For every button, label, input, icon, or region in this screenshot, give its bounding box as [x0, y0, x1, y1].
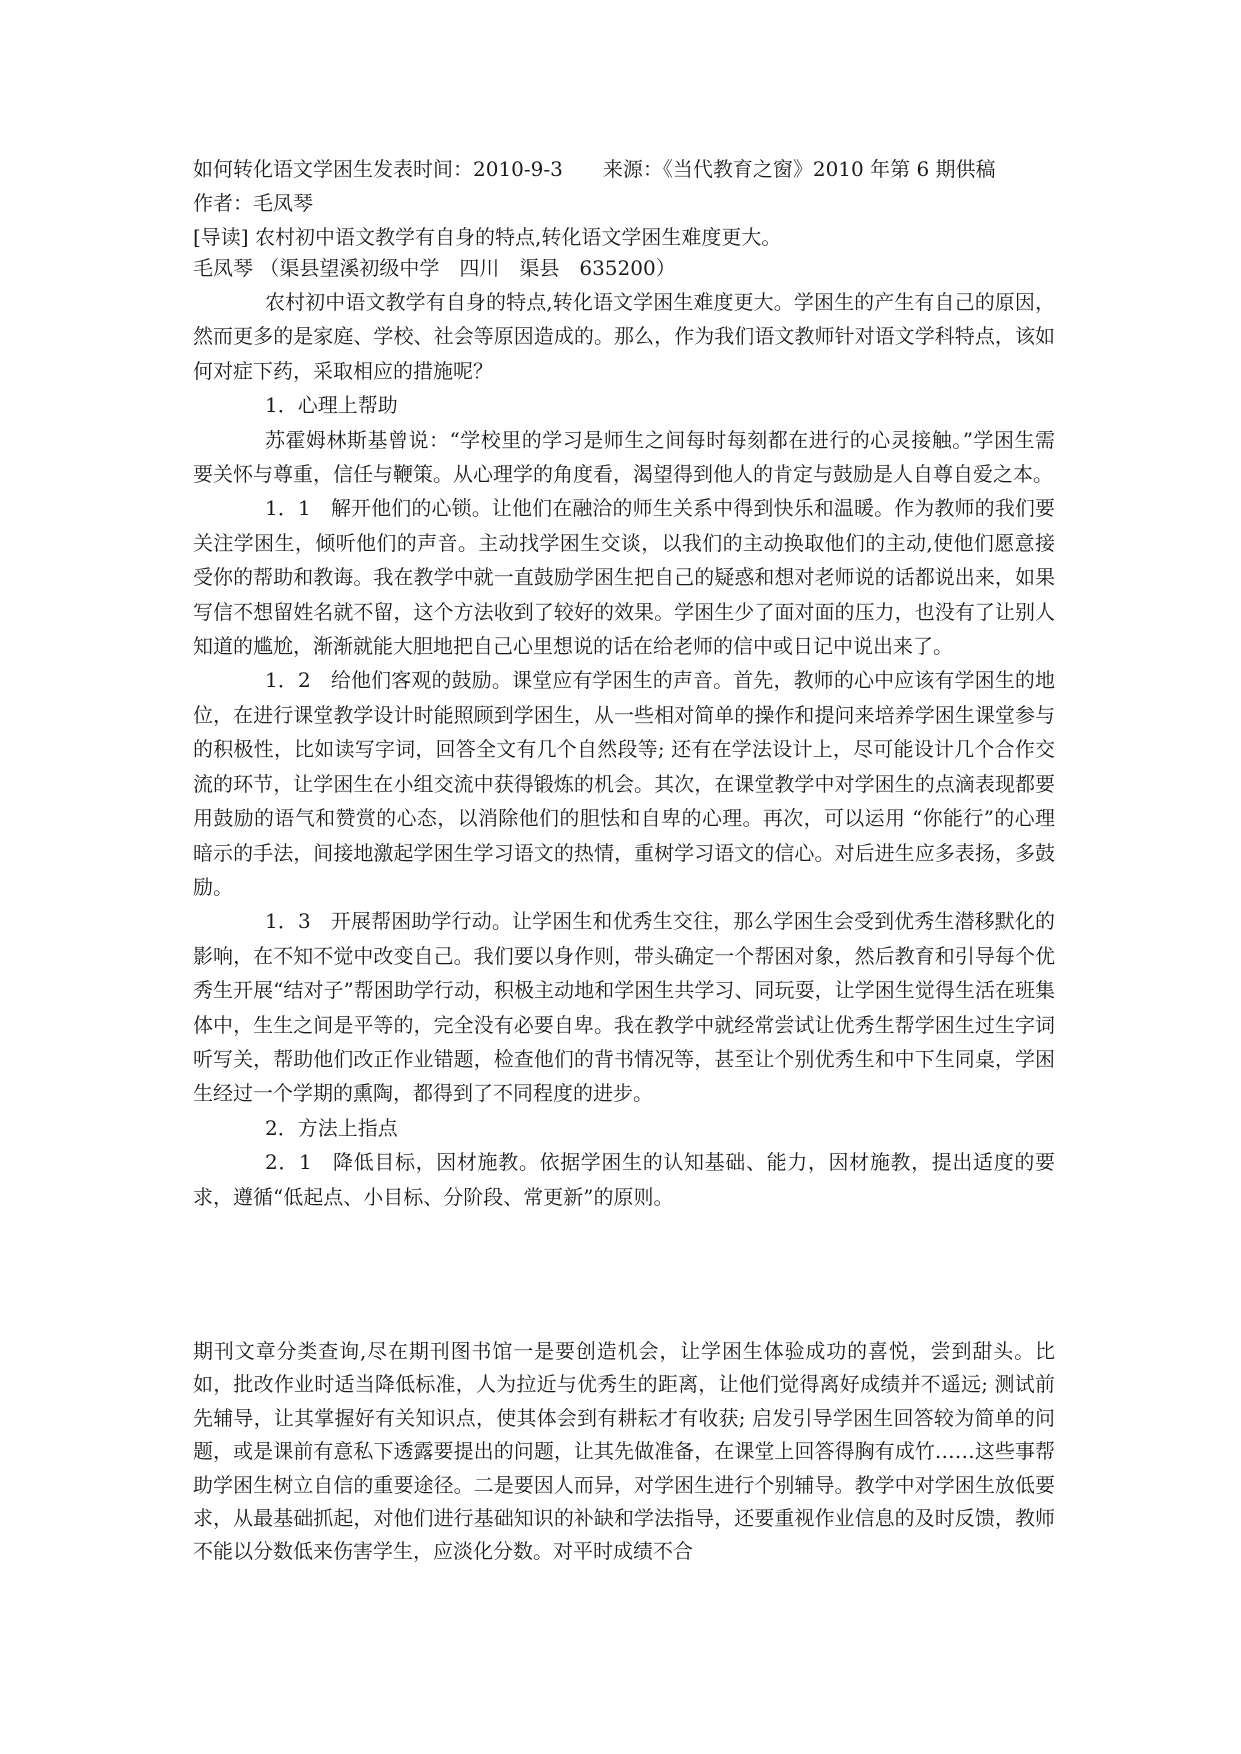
article-header: [193, 152, 1055, 254]
body-paragraph: 1．2 给他们客观的鼓励。课堂应有学困生的声音。首先，教师的心中应该有学困生的地位，在进行课堂教学设计时能照顾到学困生，从一些相对简单的操作和提问来培养学困生课堂参与的积极性，比如读写字词，回答全文有几个自然段等; 还有在学法设计上，尽可能设计几个合作交流的环节，让学困生在小组交流中获得锻炼的机会。其次，在课堂教学中对学困生的点滴表现都要用鼓励的语气和赞赏的心态，以消除他们的胆怯和自卑的心理。再次，可以运用 “你能行”的心理暗示的手法，间接地激起学困生学习语文的热情，重树学习语文的信心。对后进生应多表扬，多鼓励。: [193, 668, 1055, 899]
body-paragraph: 苏霍姆林斯基曾说：“学校里的学习是师生之间每时每刻都在进行的心灵接触。”学困生需要关怀与尊重，信任与鞭策。从心理学的角度看，渴望得到他人的肯定与鼓励是人自尊自爱之本。: [193, 427, 1055, 487]
author-line: 作者：毛凤琴: [193, 191, 313, 215]
lead-line: [导读] 农村初中语文教学有自身的特点,转化语文学困生难度更大。: [193, 225, 782, 249]
article-body: [193, 251, 1055, 1214]
continuation-paragraph: 期刊文章分类查询,尽在期刊图书馆一是要创造机会，让学困生体验成功的喜悦，尝到甜头。比如，批改作业时适当降低标准，人为拉近与优秀生的距离，让他们觉得离好成绩并不遥远; 测试前先辅导，让其掌握好有关知识点，使其体会到有耕耘才有收获; 启发引导学困生回答较为简单的问题，或是课前有意私下透露要提出的问题，让其先做准备，在课堂上回答得胸有成竹……这些事帮助学困生树立自信的重要途径。二是要因人而异，对学困生进行个别辅导。教学中对学困生放低要求，从最基础抓起，对他们进行基础知识的补缺和学法指导，还要重视作业信息的及时反馈，教师不能以分数低来伤害学生，应淡化分数。对平时成绩不合: [193, 1339, 1055, 1564]
affiliation-line: 毛凤琴 （渠县望溪初级中学 四川 渠县 635200）: [193, 256, 676, 280]
body-paragraph: 1．3 开展帮困助学行动。让学困生和优秀生交往，那么学困生会受到优秀生潜移默化的影响，在不知不觉中改变自己。我们要以身作则，带头确定一个帮困对象，然后教育和引导每个优秀生开展“结对子”帮困助学行动，积极主动地和学困生共学习、同玩耍，让学困生觉得生活在班集体中，生生之间是平等的，完全没有必要自卑。我在教学中就经常尝试让优秀生帮学困生过生字词听写关，帮助他们改正作业错题，检查他们的背书情况等，甚至让个别优秀生和中下生同桌，学困生经过一个学期的熏陶，都得到了不同程度的进步。: [193, 909, 1055, 1106]
body-paragraph: 1．1 解开他们的心锁。让他们在融洽的师生关系中得到快乐和温暖。作为教师的我们要关注学困生，倾听他们的声音。主动找学困生交谈，以我们的主动换取他们的主动,使他们愿意接受你的帮助和教诲。我在教学中就一直鼓励学困生把自己的疑惑和想对老师说的话都说出来，如果写信不想留姓名就不留，这个方法收到了较好的效果。学困生少了面对面的压力，也没有了让别人知道的尴尬，渐渐就能大胆地把自己心里想说的话在给老师的信中或日记中说出来了。: [193, 496, 1055, 659]
body-paragraph: 2．1 降低目标，因材施教。依据学困生的认知基础、能力，因材施教，提出适度的要求，遵循“低起点、小目标、分阶段、常更新”的原则。: [193, 1150, 1055, 1209]
article-title-line: 如何转化语文学困生发表时间：2010-9-3 来源：《当代教育之窗》2010 年第 6 期供稿: [193, 157, 996, 181]
section-heading: 1．心理上帮助: [265, 393, 398, 418]
body-paragraph: 农村初中语文教学有自身的特点,转化语文学困生难度更大。学困生的产生有自己的原因，然而更多的是家庭、学校、社会等原因造成的。那么，作为我们语文教师针对语文学科特点，该如何对症下药，采取相应的措施呢？: [193, 290, 1055, 383]
section-heading: 2．方法上指点: [265, 1115, 398, 1140]
continuation-section: [193, 1335, 1055, 1569]
